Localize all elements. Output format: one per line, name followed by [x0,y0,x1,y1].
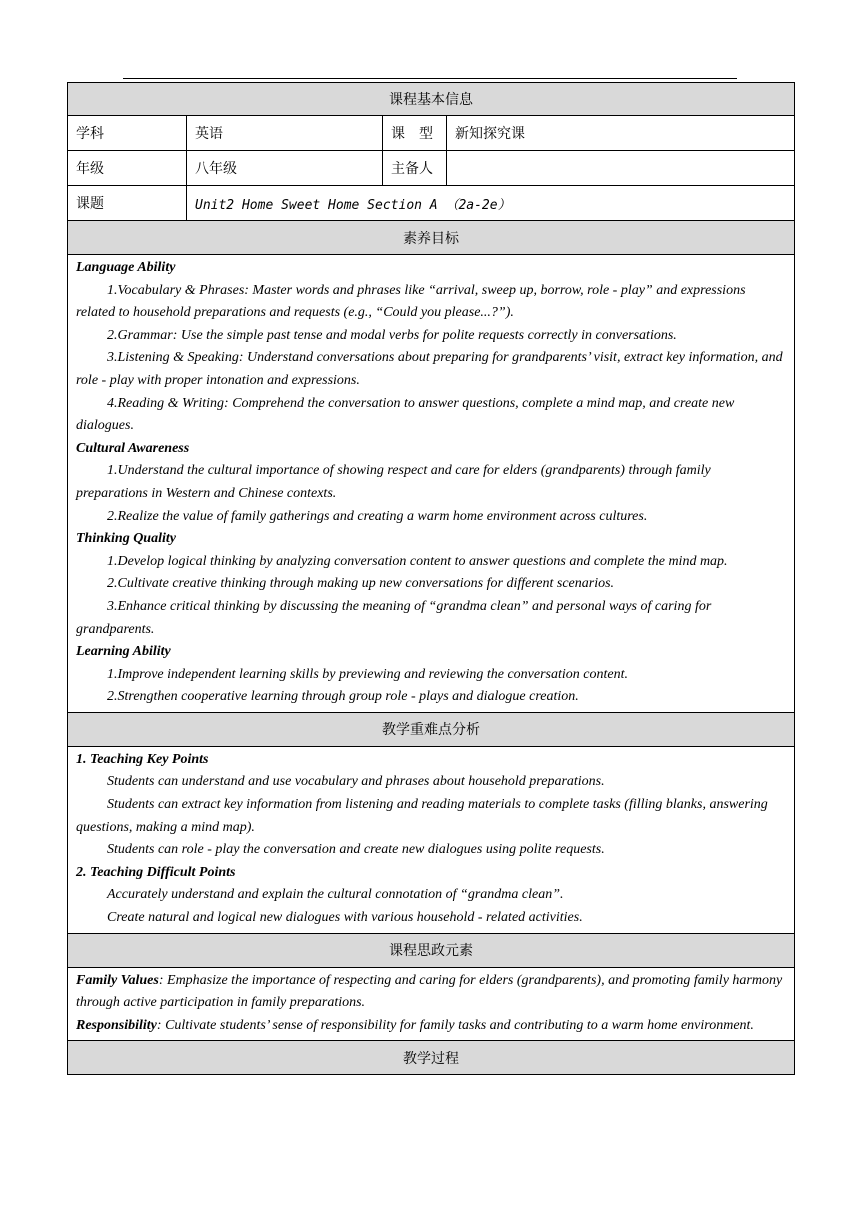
section-header-literacy [67,221,795,255]
lesson-plan-table [67,82,795,1075]
section-header-analysis [67,713,795,747]
list-item: 3.Enhance critical thinking by discussing the meaning of “grandma clean” and personal ways of caring for grandparents. [76,598,712,637]
section-title: 课程基本信息 [389,92,473,108]
topic-value: Unit2 Home Sweet Home Section A （2a-2e） [195,197,511,213]
language-heading: Language Ability [76,260,176,275]
section-header-ideology [67,934,795,968]
header-rule [123,78,737,79]
info-row-topic [67,186,795,221]
list-item: 1.Understand the cultural importance of showing respect and care for elders (grandparents) through family preparations in Western and Chinese contexts. [76,463,711,501]
list-item: Students can understand and use vocabulary and phrases about household preparations. [107,774,605,790]
section-header-process [67,1041,795,1075]
list-item: 2.Strengthen cooperative learning through group role - plays and dialogue creation. [107,689,579,705]
list-item: 3.Listening & Speaking: Understand conversations about preparing for grandparents’ visit, extract key information, and role - play with proper intonation and expressions. [76,350,783,388]
responsibility-paragraph [76,1015,786,1038]
list-item: Students can extract key information from listening and reading materials to complete tasks (filling blanks, answering questions, making a mind map). [76,797,768,835]
list-item: Students can role - play the conversation and create new dialogues using polite requests. [107,842,605,858]
family-values-paragraph [76,970,786,1015]
section-title: 课程思政元素 [389,943,473,960]
grade-value: 八年级 [187,151,383,185]
analysis-body [67,747,795,934]
section-title: 教学重难点分析 [382,722,480,739]
responsibility-label: Responsibility [76,1017,157,1033]
list-item: 1.Vocabulary & Phrases: Master words and phrases like “arrival, sweep up, borrow, role - play” and expressions related to household preparations and requests (e.g., “Could you please...?”). [76,282,746,321]
learning-heading: Learning Ability [76,644,171,660]
preparer-label: 主备人 [383,151,447,185]
section-title: 素养目标 [403,230,459,247]
list-item: 1.Improve independent learning skills by previewing and reviewing the conversation content. [107,666,628,682]
list-item: 1.Develop logical thinking by analyzing conversation content to answer questions and complete the mind map. [107,553,728,569]
literacy-goals-body [67,255,795,713]
cultural-heading: Cultural Awareness [76,440,190,456]
family-values-text: : Emphasize the importance of respecting and caring for elders (grandparents), and promoting family harmony through active participation in family preparations. [76,972,783,1011]
thinking-heading: Thinking Quality [76,531,176,547]
list-item: 2.Realize the value of family gatherings and creating a warm home environment across cultures. [107,508,648,524]
subject-label: 学科 [68,116,187,150]
type-label: 课 型 [383,116,447,150]
grade-label: 年级 [68,151,187,185]
difficult-points-heading: 2. Teaching Difficult Points [76,864,236,880]
topic-label: 课题 [68,186,187,220]
list-item: Accurately understand and explain the cultural connotation of “grandma clean”. [107,887,564,903]
section-title: 教学过程 [403,1050,459,1067]
preparer-value [447,151,794,185]
family-values-label: Family Values [76,972,159,988]
list-item: 4.Reading & Writing: Comprehend the conversation to answer questions, complete a mind map, and create new dialogues. [76,395,735,434]
list-item: 2.Cultivate creative thinking through making up new conversations for different scenarios. [107,576,615,592]
section-header-basic-info [67,82,795,116]
info-row-subject [67,116,795,151]
list-item: 2.Grammar: Use the simple past tense and modal verbs for polite requests correctly in conversations. [107,327,677,343]
type-value: 新知探究课 [455,126,525,142]
key-points-heading: 1. Teaching Key Points [76,751,209,767]
subject-value: 英语 [187,116,383,150]
list-item: Create natural and logical new dialogues with various household - related activities. [107,910,583,926]
responsibility-text: : Cultivate students’ sense of responsibility for family tasks and contributing to a warm home environment. [156,1017,754,1033]
ideology-body [67,968,795,1042]
info-row-grade [67,151,795,186]
